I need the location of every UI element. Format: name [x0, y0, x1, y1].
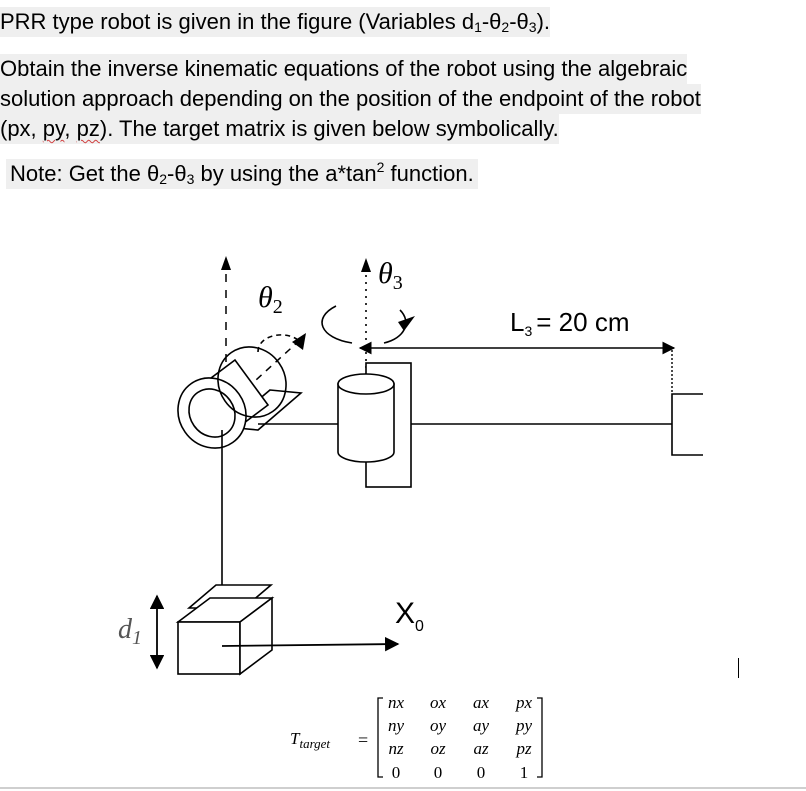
matrix-cell: oz — [430, 739, 446, 758]
theta2-axis-arrowhead — [221, 256, 231, 270]
l3-label: L3 = 20 cm — [510, 307, 630, 339]
matrix-cell: nx — [387, 693, 405, 712]
matrix-cell: az — [473, 739, 489, 758]
theta3-rotation-arrow — [322, 306, 406, 343]
matrix-left-bracket — [378, 698, 383, 777]
bottom-rule — [0, 787, 806, 789]
matrix-cell: ay — [472, 716, 490, 735]
spelling-mark-pz: pz — [76, 116, 100, 141]
x0-label: $X_0$ — [395, 597, 424, 635]
question-line-3: solution approach depending on the position of the endpoint of the robot — [0, 84, 701, 114]
matrix-cell: 0 — [391, 763, 401, 782]
text-cursor — [738, 658, 739, 678]
matrix-cell: ox — [429, 693, 447, 712]
spelling-mark-py: py — [42, 116, 65, 141]
matrix-cell: 0 — [433, 763, 443, 782]
prismatic-base — [178, 585, 272, 674]
matrix-cell: pz — [516, 739, 532, 758]
matrix-cell: py — [515, 716, 533, 735]
note-line: Note: Get the $\theta_2-\theta_3$ by using the $a*\tan^2$ function. — [6, 159, 478, 189]
end-effector — [672, 394, 703, 455]
theta2-label: $\theta_2$ — [258, 281, 283, 318]
matrix-cell: ny — [387, 716, 405, 735]
matrix-cell: px — [515, 693, 533, 712]
d1-label: $d_1$ — [118, 614, 142, 649]
matrix-label: $T_{target}$ — [290, 729, 331, 751]
question-line-2: Obtain the inverse kinematic equations of the robot using the algebraic — [0, 54, 687, 84]
theta3-label: $\theta_3$ — [378, 257, 403, 294]
question-line-1: PRR type robot is given in the figure (Variables $d_1-\theta_2-\theta_3$). — [0, 9, 551, 35]
joint2-cylinder — [164, 334, 301, 462]
matrix-cell: oy — [429, 716, 447, 735]
matrix-cell: 1 — [519, 763, 529, 782]
matrix-cell: nz — [388, 739, 404, 758]
matrix-equals: = — [358, 730, 369, 750]
matrix-cell: 0 — [476, 763, 486, 782]
theta3-axis-arrowhead — [361, 258, 371, 272]
matrix-cells — [388, 693, 533, 782]
theta3-rotation-arrowhead — [398, 316, 415, 331]
matrix-right-bracket — [537, 698, 542, 777]
question-line-4: (px, py, pz). The target matrix is given below symbolically. — [0, 114, 559, 144]
joint3-cylinder — [338, 374, 394, 462]
matrix-cell: ax — [472, 693, 490, 712]
